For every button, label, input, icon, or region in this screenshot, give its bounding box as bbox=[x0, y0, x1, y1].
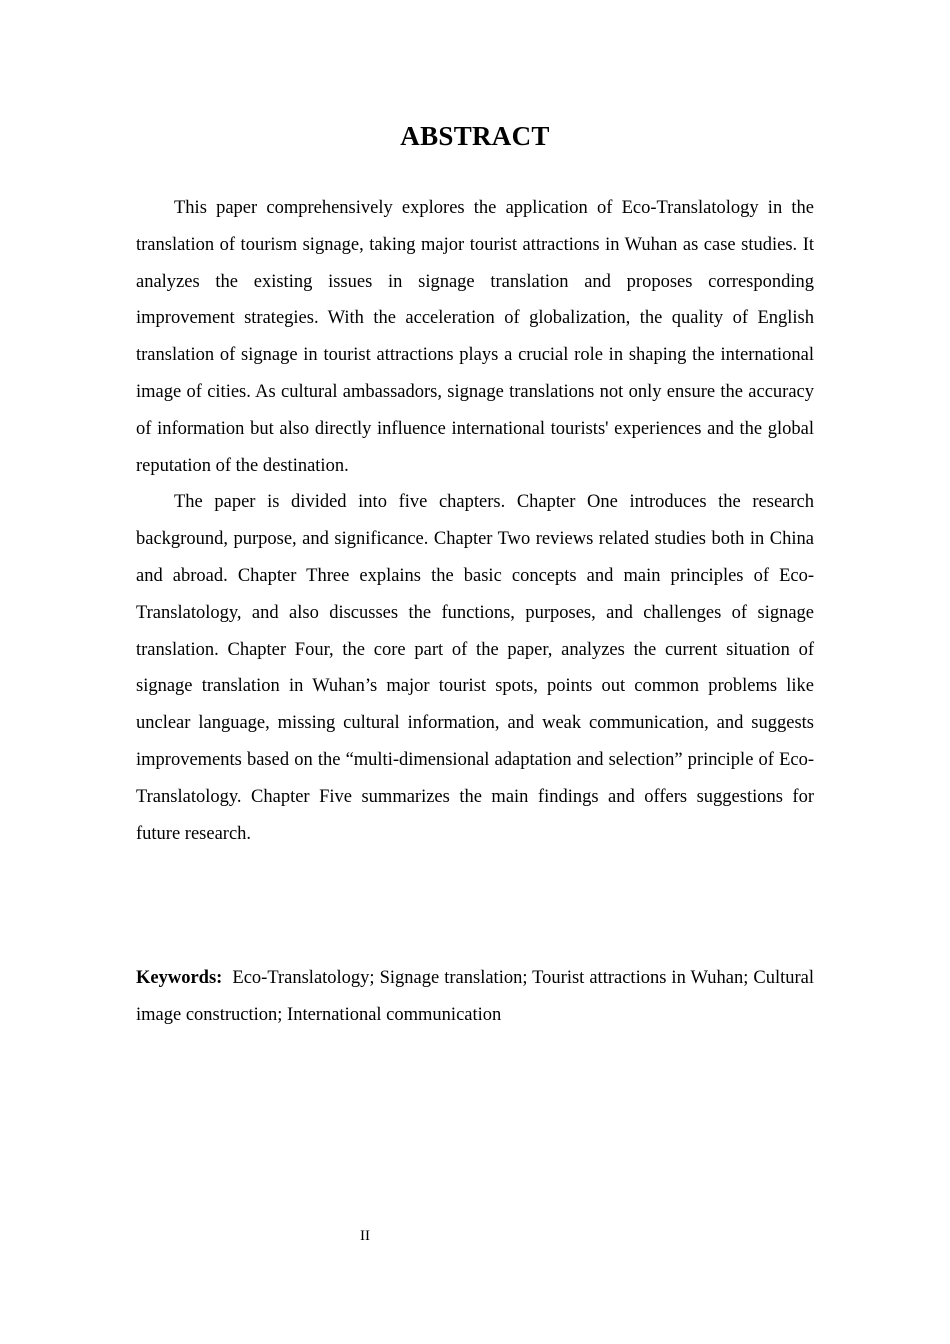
abstract-title: ABSTRACT bbox=[400, 121, 550, 151]
keywords-line bbox=[136, 960, 814, 1034]
abstract-paragraph-1: This paper comprehensively explores the application of Eco-Translatology in the translation of tourism signage, taking major tourist attractions in Wuhan as case studies. It analyzes the existing issues in signage translation and proposes corresponding improvement strategies. With the acceleration of globalization, the quality of English translation of signage in tourist attractions plays a crucial role in shaping the international image of cities. As cultural ambassadors, signage translations not only ensure the accuracy of information but also directly influence international tourists' experiences and the global reputation of the destination. bbox=[136, 198, 814, 476]
keywords-label: Keywords: bbox=[136, 968, 223, 988]
keywords-text: Eco-Translatology; Signage translation; Tourist attractions in Wuhan; Cultural image construction; International communication bbox=[136, 968, 815, 1025]
abstract-body bbox=[136, 190, 814, 852]
abstract-paragraph-2: The paper is divided into five chapters. Chapter One introduces the research background, purpose, and significance. Chapter Two reviews related studies both in China and abroad. Chapter Three explains the basic concepts and main principles of Eco-Translatology, and also discusses the functions, purposes, and challenges of signage translation. Chapter Four, the core part of the paper, analyzes the current situation of signage translation in Wuhan’s major tourist spots, points out common problems like unclear language, missing cultural information, and weak communication, and suggests improvements based on the “multi-dimensional adaptation and selection” principle of Eco-Translatology. Chapter Five summarizes the main findings and offers suggestions for future research. bbox=[136, 492, 814, 844]
page-number: II bbox=[360, 1228, 370, 1244]
